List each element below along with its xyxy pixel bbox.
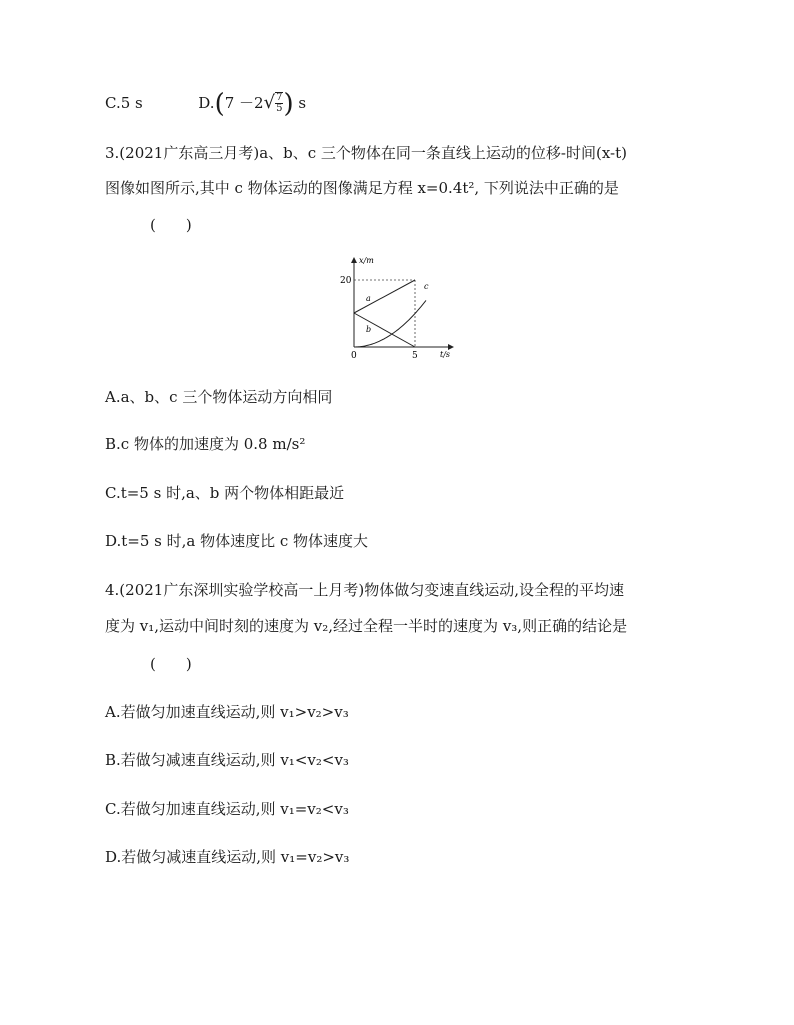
q3-option-a: A.a、b、c 三个物体运动方向相同 <box>105 388 333 406</box>
q4-stem-line2: 度为 v₁,运动中间时刻的速度为 v₂,经过全程一半时的速度为 v₃,则正确的结论是 <box>105 617 628 635</box>
q3-option-d: D.t=5 s 时,a 物体速度比 c 物体速度大 <box>105 532 369 550</box>
q4-option-d: D.若做匀减速直线运动,则 v₁=v₂>v₃ <box>105 848 350 866</box>
q4-option-b: B.若做匀减速直线运动,则 v₁<v₂<v₃ <box>105 751 349 769</box>
q2-option-c: C.5 s <box>105 94 143 112</box>
line-a <box>354 280 415 313</box>
q3-stem-line2: 图像如图所示,其中 c 物体运动的图像满足方程 x=0.4t², 下列说法中正确的是 <box>105 179 619 197</box>
y-tick-20: 20 <box>340 276 352 286</box>
line-b <box>354 313 415 347</box>
origin-label: 0 <box>351 351 357 361</box>
q3-option-c: C.t=5 s 时,a、b 两个物体相距最近 <box>105 484 345 502</box>
xt-graph-figure <box>330 255 460 365</box>
x-axis-label: t/s <box>440 350 451 359</box>
x-tick-5: 5 <box>412 351 418 361</box>
y-axis-label: x/m <box>359 256 374 265</box>
label-a: a <box>366 294 371 303</box>
q4-option-c: C.若做匀加速直线运动,则 v₁=v₂<v₃ <box>105 800 349 818</box>
x-axis-arrow <box>351 257 357 263</box>
q2-options-row <box>105 89 307 119</box>
q3-option-b: B.c 物体的加速度为 0.8 m/s² <box>105 435 306 453</box>
xt-graph <box>330 255 460 365</box>
label-b: b <box>366 325 372 334</box>
q4-stem-line1: 4.(2021广东深圳实验学校高一上月考)物体做匀变速直线运动,设全程的平均速 <box>105 581 624 599</box>
q4-answer-paren: ( ) <box>150 655 192 673</box>
q4-option-a: A.若做匀加速直线运动,则 v₁>v₂>v₃ <box>105 703 349 721</box>
label-c: c <box>424 282 429 291</box>
q2-option-d: D.(7 －2 √ $\frac{7}{5}$ ) s <box>198 89 307 119</box>
q3-stem-line1: 3.(2021广东高三月考)a、b、c 三个物体在同一条直线上运动的位移-时间(x-t) <box>105 144 627 162</box>
q3-answer-paren: ( ) <box>150 216 192 234</box>
